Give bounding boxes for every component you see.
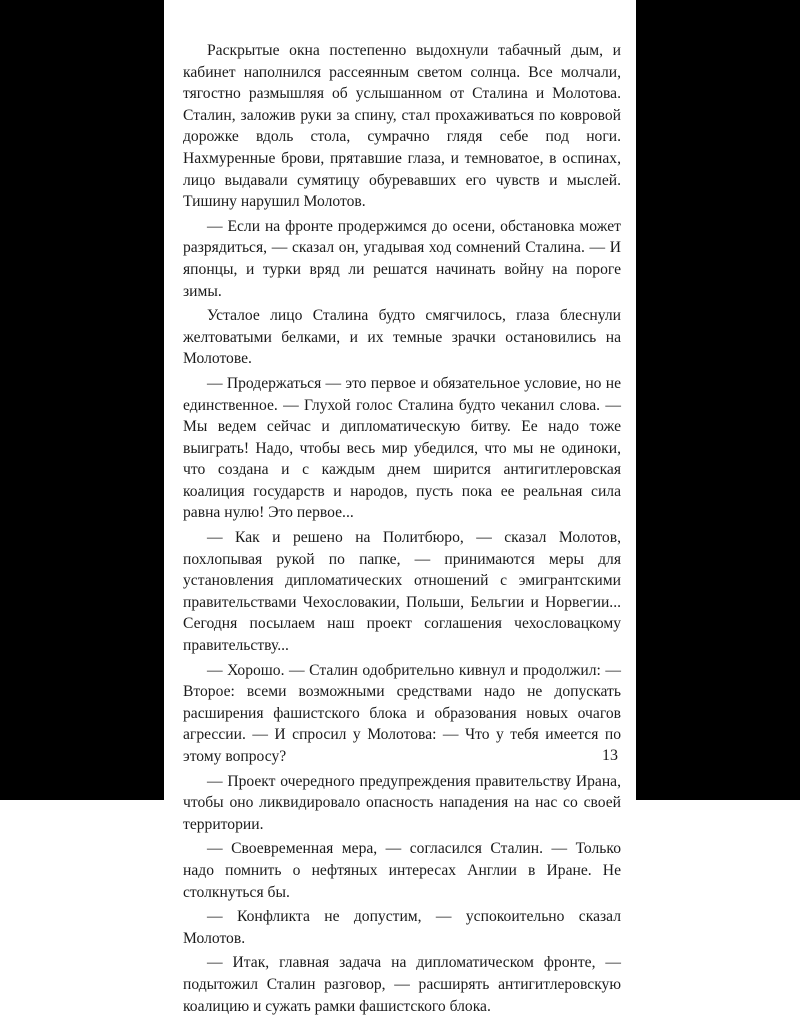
paragraph: Усталое лицо Сталина будто смягчилось, глаза блеснули желтоватыми белками, и их темные зрачки остановились на Молотове. <box>183 307 621 368</box>
paragraph: — Продержаться — это первое и обязательное условие, но не единственное. — Глухой голос Сталина будто чеканил слова. — Мы ведем сейчас и дипломатическую битву. Ее надо тоже выиграть! Надо, чтобы весь мир убедился, что мы не одиноки, что создана и с каждым днем ширится антигитлеровская коалиция государств и народов, пусть пока ее реальная сила равна нулю! Это первое... <box>183 374 621 522</box>
paragraph: — Итак, главная задача на дипломатическом фронте, — подытожил Сталин разговор, — расширять антигитлеровскую коалицию и сужать рамки фашистского блока. <box>183 954 621 1015</box>
paragraph: — Конфликта не допустим, — успокоительно сказал Молотов. <box>183 908 621 947</box>
paragraph: — Проект очередного предупреждения правительству Ирана, чтобы оно ликвидировало опасность нападения на нас со своей территории. <box>183 772 621 833</box>
paragraph: — Своевременная мера, — согласился Сталин. — Только надо помнить о нефтяных интересах Англии в Иране. Не столкнуться бы. <box>183 840 621 901</box>
page-number: 13 <box>602 747 618 764</box>
paragraph: — Как и решено на Политбюро, — сказал Молотов, похлопывая рукой по папке, — принимаются меры для установления дипломатических отношений с эмигрантскими правительствами Чехословакии, Польши, Бельгии и Норвегии... Сегодня посылаем наш проект соглашения чехословацкому правительству... <box>183 529 621 655</box>
book-page <box>164 0 636 1015</box>
right-border <box>636 0 800 800</box>
paragraph: — Если на фронте продержимся до осени, обстановка может разрядиться, — сказал он, угадывая ход сомнений Сталина. — И японцы, и турки вряд ли решатся начинать войну на пороге зимы. <box>183 217 621 300</box>
paragraph: — Хорошо. — Сталин одобрительно кивнул и продолжил: — Второе: всеми возможными средствами надо не допускать расширения фашистского блока и образования новых очагов агрессии. — И спросил у Молотова: — Что у тебя имеется по этому вопросу? <box>183 661 621 765</box>
left-border <box>0 0 164 800</box>
page-text <box>183 40 621 1020</box>
paragraph: Раскрытые окна постепенно выдохнули табачный дым, и кабинет наполнился рассеянным светом солнца. Все молчали, тягостно размышляя об услышанном от Сталина и Молотова. Сталин, заложив руки за спину, стал прохаживаться по ковровой дорожке вдоль стола, сумрачно глядя себе под ноги. Нахмуренные брови, прятавшие глаза, и темноватое, в оспинах, лицо выдавали сумятицу обуревавших его чувств и мыслей. Тишину нарушил Молотов. <box>183 42 621 211</box>
